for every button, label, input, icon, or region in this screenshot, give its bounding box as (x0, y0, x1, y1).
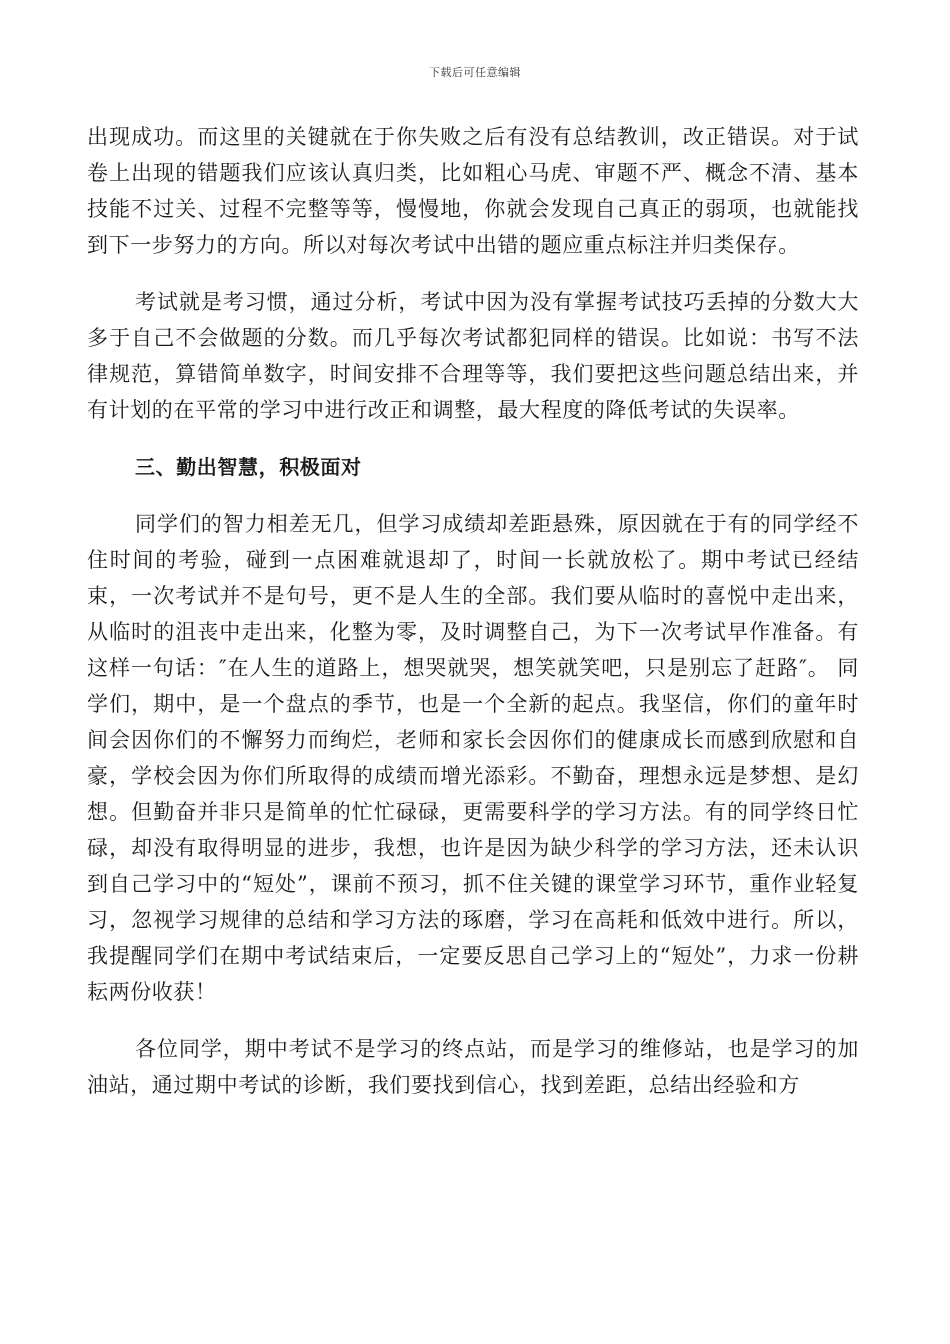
paragraph-2: 考试就是考习惯，通过分析，考试中因为没有掌握考试技巧丢掉的分数大大多于自己不会做题的分数。而几乎每次考试都犯同样的错误。比如说：书写不法律规范，算错简单数字，时间安排不合理等等，我们要把这些问题总结出来，并有计划的在平常的学习中进行改正和调整，最大程度的降低考试的失误率。 (87, 290, 859, 422)
paragraph-1: 出现成功。而这里的关键就在于你失败之后有没有总结教训，改正错误。对于试卷上出现的错题我们应该认真归类，比如粗心马虎、审题不严、概念不清、基本技能不过关、过程不完整等等，慢慢地，你就会发现自己真正的弱项，也就能找到下一步努力的方向。所以对每次考试中出错的题应重点标注并归类保存。 (87, 125, 859, 257)
paragraph-3: 同学们的智力相差无几，但学习成绩却差距悬殊，原因就在于有的同学经不住时间的考验，碰到一点困难就退却了，时间一长就放松了。期中考试已经结束，一次考试并不是句号，更不是人生的全部。我们要从临时的喜悦中走出来，从临时的沮丧中走出来，化整为零，及时调整自己，为下一次考试早作准备。有这样一句话：″在人生的道路上，想哭就哭，想笑就笑吧，只是别忘了赶路″。 同学们，期中，是一个盘点的季节，也是一个全新的起点。我坚信，你们的童年时间会因你们的不懈努力而绚烂，老师和家长会因你们的健康成长而感到欣慰和自豪，学校会因为你们所取得的成绩而增光添彩。不勤奋，理想永远是梦想、是幻想。但勤奋并非只是简单的忙忙碌碌，更需要科学的学习方法。有的同学终日忙碌，却没有取得明显的进步，我想，也许是因为缺少科学的学习方法，还未认识到自己学习中的“短处”，课前不预习，抓不住关键的课堂学习环节，重作业轻复习，忽视学习规律的总结和学习方法的琢磨，学习在高耗和低效中进行。所以，我提醒同学们在期中考试结束后，一定要反思自己学习上的“短处”，力求一份耕耘两份收获！ (87, 512, 859, 1004)
paragraph-4: 各位同学，期中考试不是学习的终点站，而是学习的维修站，也是学习的加油站，通过期中考试的诊断，我们要找到信心，找到差距，总结出经验和方 (87, 1037, 859, 1097)
section-heading-3: 三、勤出智慧，积极面对 (135, 455, 362, 479)
page-header-note: 下载后可任意编辑 (429, 66, 521, 79)
document-body (87, 119, 859, 1103)
